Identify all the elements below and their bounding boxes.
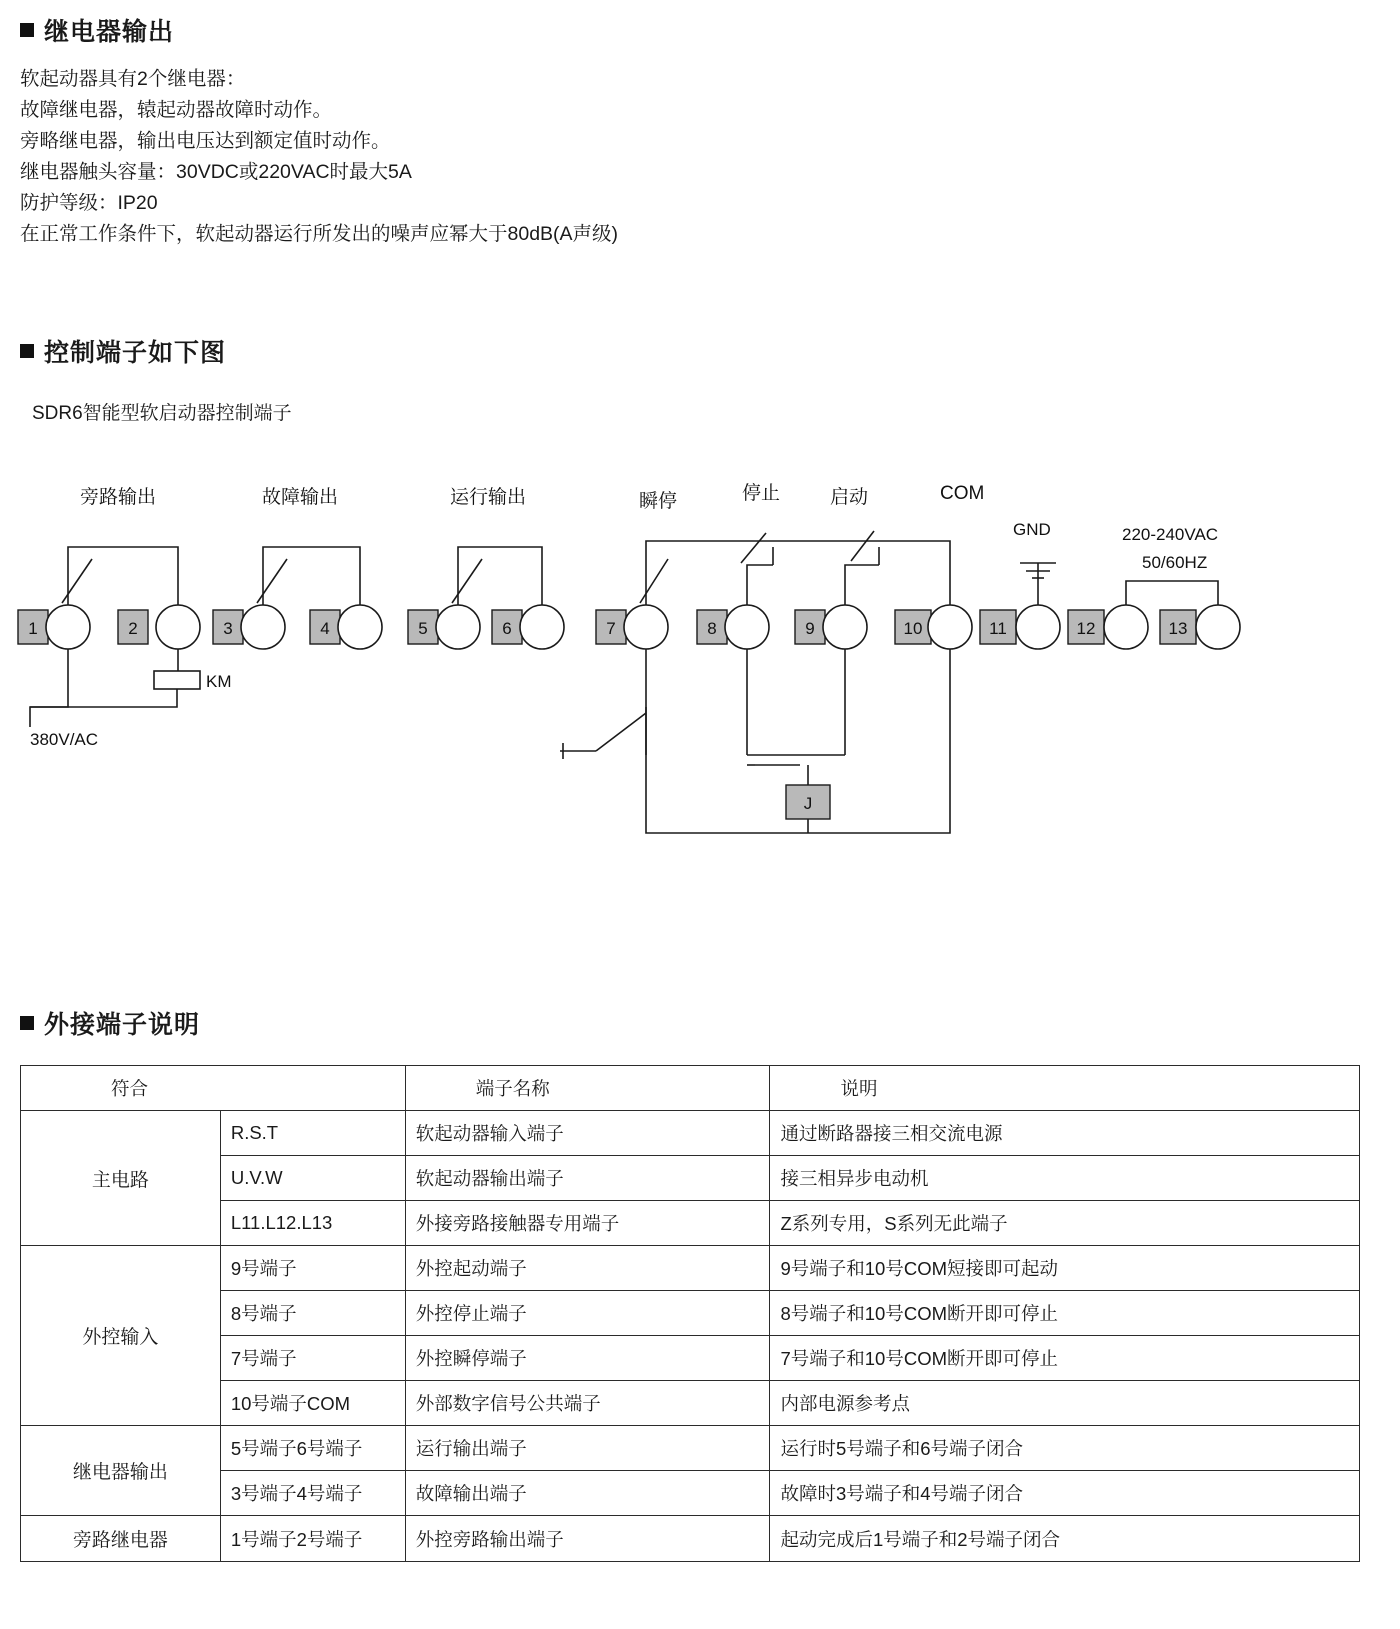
square-bullet-icon [20,344,34,358]
description-line: 旁略继电器，输出电压达到额定值时动作。 [20,130,391,152]
terminal-number: 3 [223,619,233,638]
section-heading-relay-output [20,12,174,48]
label-start: 启动 [830,487,869,508]
description-line: 继电器触头容量：30VDC或220VAC时最大5A [20,161,412,183]
table-group-label: 主电路 [21,1111,221,1246]
table-cell-code: 5号端子6号端子 [220,1426,405,1471]
table-cell-desc: 运行时5号端子和6号端子闭合 [770,1426,1360,1471]
table-cell-desc: 通过断路器接三相交流电源 [770,1111,1360,1156]
label-380v-ac: 380V/AC [30,730,99,749]
external-terminal-table [20,1065,1360,1562]
table-cell-name: 外控停止端子 [405,1291,770,1336]
label-supply-voltage: 220-240VAC [1122,525,1219,544]
table-cell-name: 软起动器输出端子 [405,1156,770,1201]
table-cell-code: 7号端子 [220,1336,405,1381]
label-run-output: 运行输出 [450,487,527,508]
table-cell-code: 1号端子2号端子 [220,1516,405,1562]
label-com: COM [940,483,985,504]
table-row [21,1111,1360,1156]
terminal-number: 8 [707,619,717,638]
table-cell-desc: 内部电源参考点 [770,1381,1360,1426]
description-line: 故障继电器，辕起动器故障时动作。 [20,99,333,121]
table-header-cell: 符合 [21,1066,406,1111]
table-row [21,1156,1360,1201]
terminal-number: 1 [28,619,38,638]
table-cell-desc: 9号端子和10号COM短接即可起动 [770,1246,1360,1291]
diagram-caption: SDR6智能型软启动器控制端子 [32,403,292,424]
table-group-label: 旁路继电器 [21,1516,221,1562]
table-cell-name: 外控瞬停端子 [405,1336,770,1381]
table-cell-desc: 7号端子和10号COM断开即可停止 [770,1336,1360,1381]
terminal-number: 10 [903,619,923,638]
table-cell-name: 外接旁路接触器专用端子 [405,1201,770,1246]
table-row [21,1471,1360,1516]
table-cell-desc: Z系列专用，S系列无此端子 [770,1201,1360,1246]
terminal-number: 4 [320,619,330,638]
table-cell-desc: 8号端子和10号COM断开即可停止 [770,1291,1360,1336]
table-cell-code: 9号端子 [220,1246,405,1291]
table-row [21,1336,1360,1381]
table-row [21,1426,1360,1471]
square-bullet-icon [20,1016,34,1030]
control-terminal-wiring-diagram [0,455,1330,875]
table-cell-name: 外控起动端子 [405,1246,770,1291]
terminal-number: 11 [989,619,1007,638]
description-line: 防护等级：IP20 [20,192,158,214]
table-row [21,1516,1360,1562]
table-cell-desc: 起动完成后1号端子和2号端子闭合 [770,1516,1360,1562]
table-cell-code: R.S.T [220,1111,405,1156]
section-title-text: 继电器输出 [44,18,175,46]
table-cell-name: 外控旁路输出端子 [405,1516,770,1562]
external-terminal-table-wrap [20,1065,1360,1562]
table-cell-name: 故障输出端子 [405,1471,770,1516]
table-cell-code: 10号端子COM [220,1381,405,1426]
table-header-cell: 说明 [770,1066,1360,1111]
square-bullet-icon [20,23,34,37]
table-row [21,1381,1360,1426]
label-instant-stop: 瞬停 [639,491,678,512]
terminal-number: 9 [805,619,815,638]
section-title-text: 外接端子说明 [44,1011,201,1039]
label-km: KM [206,672,232,691]
section-heading-control-terminal [20,333,226,369]
table-row [21,1201,1360,1246]
table-cell-code: L11.L12.L13 [220,1201,405,1246]
table-cell-name: 软起动器输入端子 [405,1111,770,1156]
label-gnd: GND [1013,520,1051,539]
terminal-number: 6 [502,619,512,638]
label-fault-output: 故障输出 [262,487,339,508]
terminal-number: 5 [418,619,428,638]
label-stop: 停止 [742,483,781,504]
relay-output-description [20,64,618,250]
table-cell-desc: 接三相异步电动机 [770,1156,1360,1201]
table-cell-name: 外部数字信号公共端子 [405,1381,770,1426]
table-cell-code: U.V.W [220,1156,405,1201]
table-row [21,1246,1360,1291]
description-line: 在正常工作条件下，软起动器运行所发出的噪声应幂大于80dB(A声级) [20,223,619,245]
description-line: 软起动器具有2个继电器： [20,68,246,90]
terminal-number: 13 [1168,619,1188,638]
table-cell-name: 运行输出端子 [405,1426,770,1471]
table-group-label: 继电器输出 [21,1426,221,1516]
label-bypass-output: 旁路输出 [80,487,157,508]
section-title-text: 控制端子如下图 [44,339,227,367]
label-supply-frequency: 50/60HZ [1142,553,1208,572]
label-relay-j: J [803,794,813,813]
table-row [21,1291,1360,1336]
terminal-number: 7 [606,619,616,638]
table-cell-code: 3号端子4号端子 [220,1471,405,1516]
table-header-row [21,1066,1360,1111]
section-heading-external-terminal [20,1005,200,1041]
table-group-label: 外控输入 [21,1246,221,1426]
table-cell-code: 8号端子 [220,1291,405,1336]
terminal-number: 2 [128,619,138,638]
table-header-cell: 端子名称 [405,1066,770,1111]
table-cell-desc: 故障时3号端子和4号端子闭合 [770,1471,1360,1516]
terminal-number: 12 [1076,619,1096,638]
